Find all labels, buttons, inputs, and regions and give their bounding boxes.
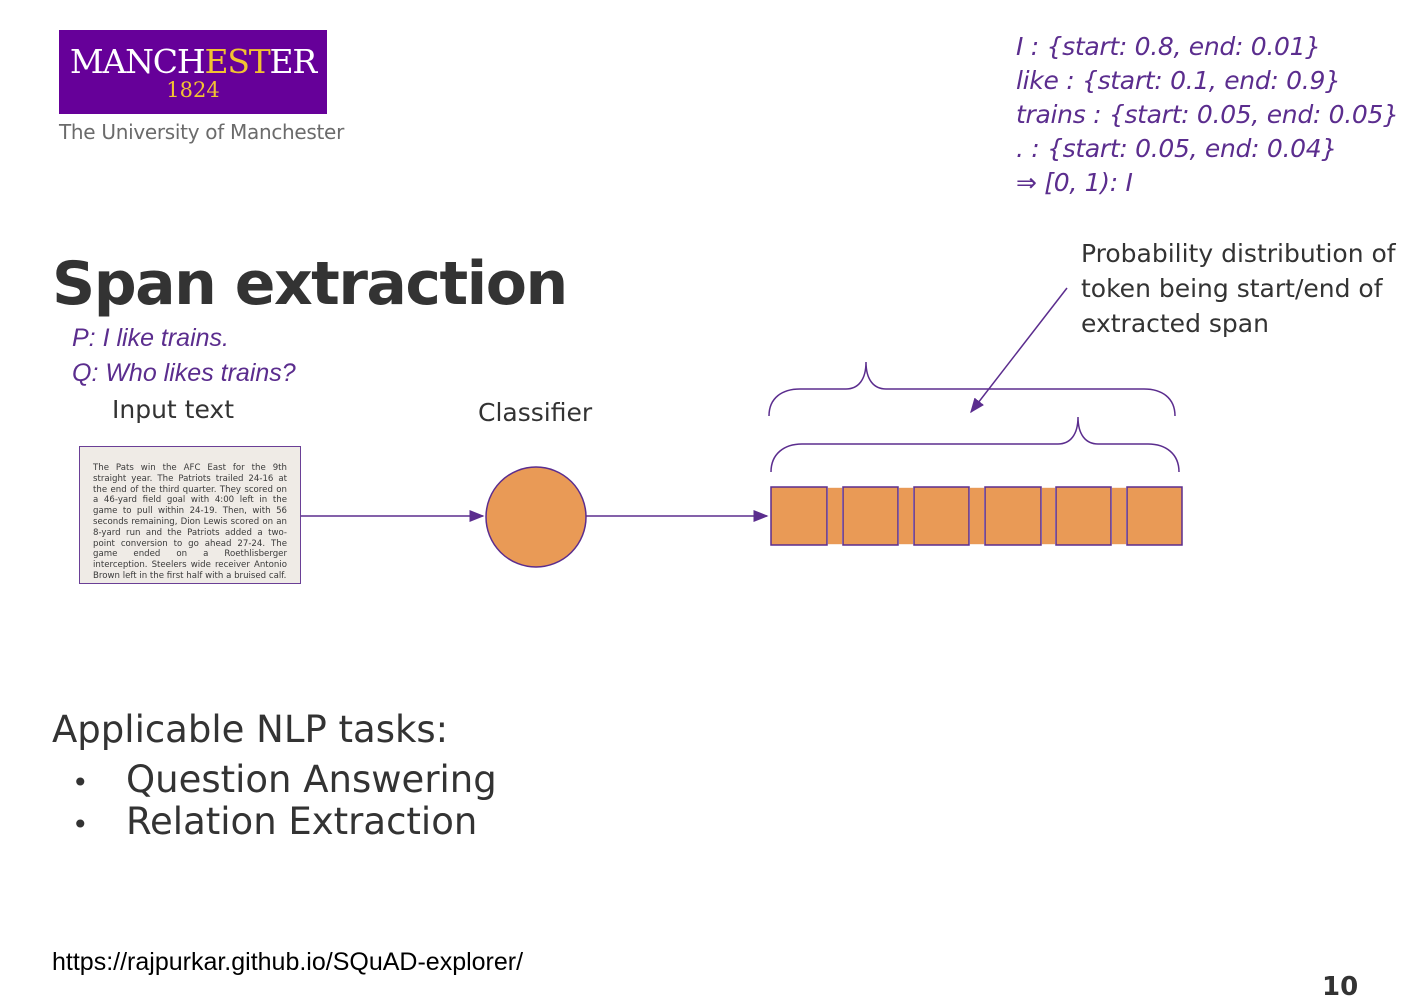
- probability-line: . : {start: 0.05, end: 0.04}: [1016, 134, 1337, 163]
- logo-university-name: The University of Manchester: [59, 120, 344, 144]
- start-distribution-brace: [769, 362, 1175, 416]
- token-box: [914, 487, 969, 545]
- classifier-label: Classifier: [478, 398, 593, 427]
- annotation-line: extracted span: [1081, 309, 1269, 338]
- probability-result: ⇒ [0, 1): I: [1016, 168, 1133, 197]
- classifier-node: [486, 467, 586, 567]
- token-box: [771, 487, 827, 545]
- example-passage: P: I like trains.: [72, 324, 229, 352]
- logo-year: 1824: [166, 78, 220, 102]
- probability-line: I : {start: 0.8, end: 0.01}: [1016, 32, 1321, 61]
- token-box: [985, 487, 1041, 545]
- page-number: 10: [1322, 972, 1359, 1002]
- example-question: Q: Who likes trains?: [72, 359, 296, 387]
- slide-title: Span extraction: [52, 249, 567, 319]
- annotation-pointer: [971, 288, 1067, 412]
- bullet-icon: •: [72, 808, 89, 841]
- bullet-icon: •: [72, 766, 89, 799]
- annotation-line: token being start/end of: [1081, 274, 1383, 303]
- input-text-label: Input text: [112, 395, 235, 424]
- tasks-list: [72, 760, 497, 844]
- logo-wordmark: MANCHESTER: [69, 42, 317, 81]
- token-box: [843, 487, 898, 545]
- token-box: [1127, 487, 1182, 545]
- passage-text: The Pats win the AFC East for the 9th straight year. The Patriots trailed 24-16 at the end of the third quarter. They scored on a 46-yard field goal with 4:00 left in the game to pull within 24-19. Then, with 56 seconds remaining, Dion Lewis scored on an 8-yard run and the Patriots added a two-point conversion to go ahead 27-24. The game ended on a Roethlisberger interception. Steelers wide receiver Antonio Brown left in the first half with a bruised calf.: [93, 463, 287, 581]
- end-distribution-brace: [771, 417, 1179, 472]
- task-item: • Relation Extraction: [72, 800, 478, 843]
- token-box: [1056, 487, 1111, 545]
- tasks-heading: Applicable NLP tasks:: [52, 708, 449, 751]
- source-url: https://rajpurkar.github.io/SQuAD-explorer/: [52, 948, 524, 976]
- probability-line: trains : {start: 0.05, end: 0.05}: [1016, 100, 1399, 129]
- annotation-line: Probability distribution of: [1081, 239, 1396, 268]
- task-item: • Question Answering: [72, 758, 497, 801]
- probability-line: like : {start: 0.1, end: 0.9}: [1016, 66, 1341, 95]
